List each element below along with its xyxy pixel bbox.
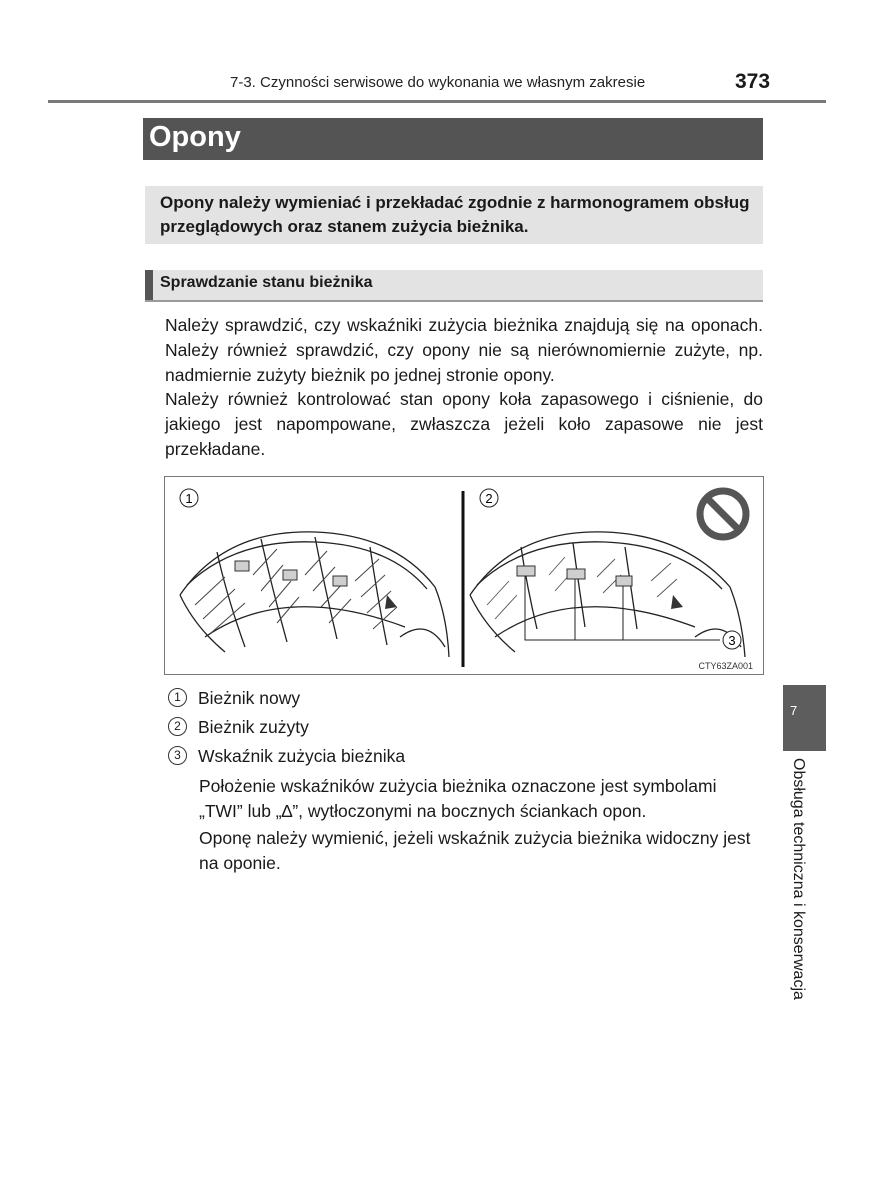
callout-3-label: 3 <box>728 633 736 648</box>
chapter-number: 7 <box>790 703 798 718</box>
figure-code: CTY63ZA001 <box>698 661 753 671</box>
legend-text-1: Bieżnik nowy <box>198 688 301 708</box>
header-rule <box>48 100 826 103</box>
paragraph-2: Należy również kontrolować stan opony koła zapasowego i ciśnienie, do jakiego jest napompowane, zwłaszcza jeżeli koło zapasowe nie jest przekładane. <box>165 389 763 459</box>
section-marker <box>145 270 153 300</box>
right-triangle-mark-icon <box>671 595 683 609</box>
tread-figure <box>164 476 764 675</box>
new-tread-drawing <box>180 532 449 657</box>
title-bar <box>143 118 763 160</box>
legend-number-1: 1 <box>168 688 187 707</box>
intro-text: Opony należy wymieniać i przekładać zgodnie z harmonogramem obsług przeglądowych oraz stanem zużycia bieżnika. <box>160 193 750 236</box>
tread-illustration <box>165 477 763 674</box>
running-header: 7-3. Czynności serwisowe do wykonania we własnym zakresie <box>230 74 646 91</box>
legend-number-3: 3 <box>168 746 187 765</box>
note-2: Oponę należy wymienić, jeżeli wskaźnik zużycia bieżnika widoczny jest na oponie. <box>199 828 751 873</box>
legend-number-2: 2 <box>168 717 187 736</box>
callout-2-label: 2 <box>485 491 493 506</box>
callout-3-icon <box>723 631 741 649</box>
page-number: 373 <box>735 70 771 93</box>
intro-box <box>145 186 763 244</box>
worn-tread-drawing <box>470 532 745 657</box>
new-tread-indicators <box>235 561 347 586</box>
legend-text-2: Bieżnik zużyty <box>198 717 309 737</box>
paragraph-1: Należy sprawdzić, czy wskaźniki zużycia bieżnika znajdują się na oponach. Należy również sprawdzić, czy opony nie są nierównomiernie zużyte, np. nadmiernie zużyty bieżnik po jednej stronie opony. <box>165 315 763 385</box>
chapter-label: Obsługa techniczna i konserwacja <box>790 758 807 1000</box>
section-heading-bar <box>145 270 763 302</box>
no-entry-icon <box>700 491 746 537</box>
callout-1-icon <box>180 489 198 507</box>
new-tread-grooves <box>195 549 397 633</box>
callout-1-label: 1 <box>185 491 193 506</box>
legend-text-3: Wskaźnik zużycia bieżnika <box>198 746 406 766</box>
callout-2-icon <box>480 489 498 507</box>
left-triangle-mark-icon <box>385 595 397 609</box>
page-title: Opony <box>149 121 241 153</box>
chapter-tab <box>783 685 826 751</box>
section-heading: Sprawdzanie stanu bieżnika <box>160 274 373 291</box>
note-1: Położenie wskaźników zużycia bieżnika oznaczone jest symbolami „TWI” lub „∆”, wytłoczonymi na bocznych ściankach opon. <box>199 776 717 821</box>
